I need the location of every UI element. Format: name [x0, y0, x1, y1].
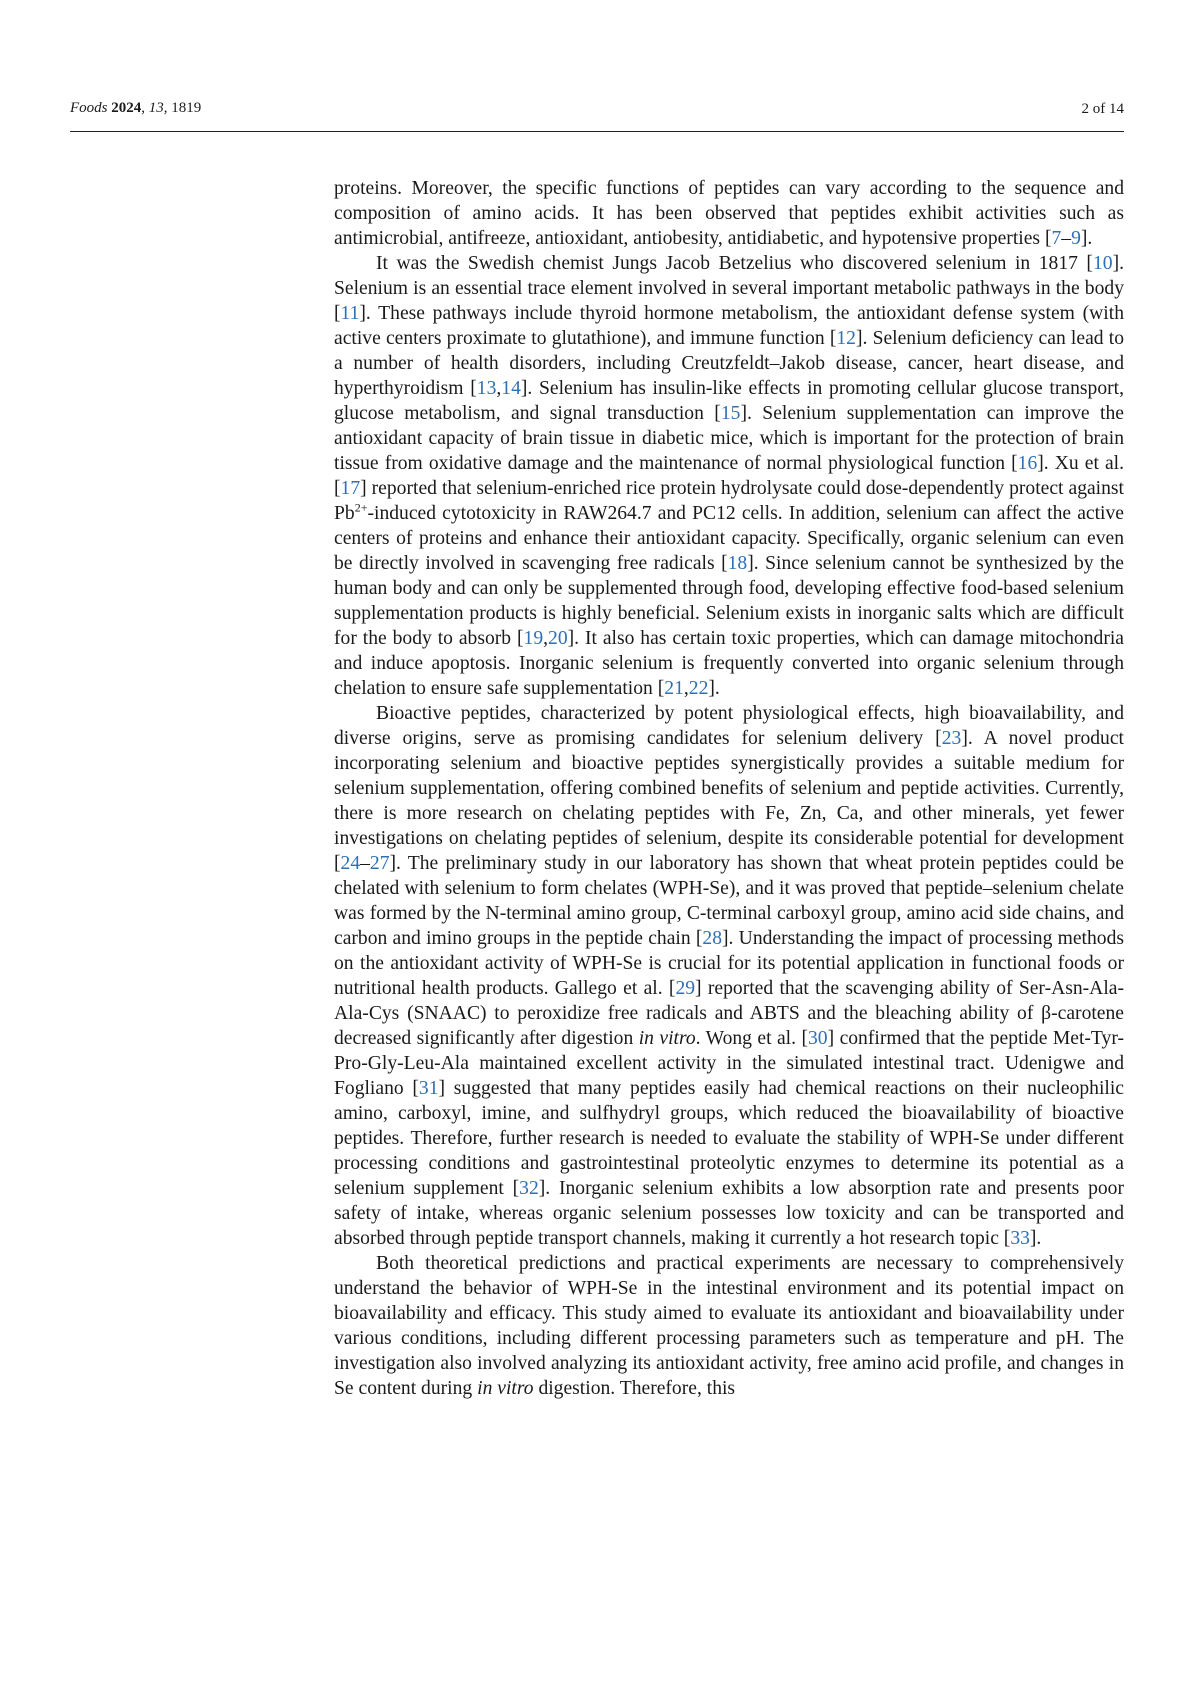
text-run: ]. Xu et al. [	[334, 453, 1124, 499]
paragraph	[334, 176, 1124, 251]
citation-link[interactable]: 28	[702, 928, 722, 949]
citation-link[interactable]: 19	[523, 628, 544, 649]
text-run: ] confirmed that the peptide Met-Tyr-Pro-Gly-Leu-Ala maintained excellent activity in the simulated intestinal tract. Udenigwe and Fogliano [	[334, 1028, 1124, 1099]
citation-link[interactable]: 23	[941, 728, 962, 749]
citation-link[interactable]: 12	[836, 328, 856, 349]
paragraph	[334, 1251, 1124, 1401]
paragraph	[334, 701, 1124, 1251]
text-run: ,	[496, 378, 502, 399]
journal-volume: 13	[148, 100, 164, 116]
citation-link[interactable]: 30	[808, 1028, 828, 1049]
text-run: –	[1061, 228, 1072, 249]
citation-link[interactable]: 15	[720, 403, 741, 424]
text-run: ,	[543, 628, 549, 649]
running-header	[70, 98, 1124, 122]
citation-link[interactable]: 31	[418, 1078, 439, 1099]
citation-link[interactable]: 24	[340, 853, 361, 874]
text-run: proteins. Moreover, the specific functions of peptides can vary according to the sequence and composition of amino acids. It has been observed that peptides exhibit activities such as antimicrobial, antifreeze, antioxidant, antiobesity, antidiabetic, and hypotensive properties [	[334, 178, 1124, 249]
page-number: 2 of 14	[1081, 101, 1124, 117]
citation-link[interactable]: 10	[1092, 253, 1113, 274]
text-run: ].	[708, 678, 720, 699]
text-run: ]. It also has certain toxic properties, which can damage mitochondria and induce apoptosis. Inorganic selenium is frequently converted into organic selenium through chelation to ensure safe supplementation [	[334, 628, 1124, 699]
citation-link[interactable]: 17	[340, 478, 361, 499]
citation-link[interactable]: 22	[688, 678, 709, 699]
citation-link[interactable]: 32	[519, 1178, 539, 1199]
text-run: ].	[1080, 228, 1093, 249]
article-number: 1819	[171, 100, 202, 116]
text-run: ]. Selenium supplementation can improve the antioxidant capacity of brain tissue in diabetic mice, which is important for the protection of brain tissue from oxidative damage and the maintenance of normal physiological function [	[334, 403, 1124, 474]
text-run: ]. A novel product incorporating selenium and bioactive peptides synergistically provides a suitable medium for selenium supplementation, offering combined benefits of selenium and peptide activities. Currently, there is more research on chelating peptides with Fe, Zn, Ca, and other minerals, yet fewer investigations on chelating peptides of selenium, despite its considerable potential for development [	[334, 728, 1124, 874]
citation-link[interactable]: 18	[727, 553, 748, 574]
citation-link[interactable]: 13	[476, 378, 497, 399]
text-run: –	[360, 853, 370, 874]
citation-link[interactable]: 21	[664, 678, 684, 699]
text-run: ].	[1029, 1228, 1042, 1249]
text-run: ]. Selenium has insulin-like effects in promoting cellular glucose transport, glucose metabolism, and signal transduction [	[334, 378, 1124, 424]
text-run: -induced cytotoxicity in RAW264.7 and PC12 cells. In addition, selenium can affect the active centers of proteins and enhance their antioxidant capacity. Specifically, organic selenium can even be directly involved in scavenging free radicals [	[334, 503, 1124, 574]
journal-citation: Foods 2024, 13, 1819	[70, 100, 202, 116]
text-run: digestion. Therefore, this	[533, 1378, 736, 1399]
paragraph	[334, 251, 1124, 701]
body-text	[334, 176, 1124, 1401]
citation-link[interactable]: 33	[1010, 1228, 1030, 1249]
text-run: ] reported that the scavenging ability of Ser-Asn-Ala-Ala-Cys (SNAAC) to peroxidize free radicals and ABTS and the bleaching ability of β-carotene decreased significantly after digestion	[334, 978, 1125, 1049]
text-run: ]. Selenium deficiency can lead to a number of health disorders, including Creutzfeldt–Jakob disease, cancer, heart disease, and hyperthyroidism [	[334, 328, 1124, 399]
citation-link[interactable]: 11	[340, 303, 360, 324]
text-run: ]. Inorganic selenium exhibits a low absorption rate and presents poor safety of intake, whereas organic selenium possesses low toxicity and can be transported and absorbed through peptide transport channels, making it currently a hot research topic [	[334, 1178, 1124, 1249]
text-run: ,	[683, 678, 689, 699]
italic-text: in vitro	[477, 1378, 534, 1399]
italic-text: in vitro	[638, 1028, 696, 1049]
text-run: Both theoretical predictions and practical experiments are necessary to comprehensively understand the behavior of WPH-Se in the intestinal environment and its potential impact on bioavailability and efficacy. This study aimed to evaluate its antioxidant and bioavailability under various conditions, including different processing parameters such as temperature and pH. The investigation also involved analyzing its antioxidant activity, free amino acid profile, and changes in Se content during	[334, 1253, 1124, 1399]
text-run: ] suggested that many peptides easily had chemical reactions on their nucleophilic amino, carboxyl, imine, and sulfhydryl groups, which reduced the bioavailability of bioactive peptides. Therefore, further research is needed to evaluate the stability of WPH-Se under different processing conditions and gastrointestinal proteolytic enzymes to determine its potential as a selenium supplement [	[334, 1078, 1125, 1199]
text-run: ] reported that selenium-enriched rice protein hydrolysate could dose-dependently protect against Pb	[334, 478, 1124, 524]
text-run: It was the Swedish chemist Jungs Jacob Betzelius who discovered selenium in 1817 [	[376, 253, 1093, 274]
text-run: ]. Selenium is an essential trace element involved in several important metabolic pathways in the body [	[334, 253, 1124, 324]
citation-link[interactable]: 27	[369, 853, 390, 874]
citation-link[interactable]: 9	[1071, 228, 1081, 249]
citation-link[interactable]: 16	[1017, 453, 1038, 474]
text-run: ]. Understanding the impact of processing methods on the antioxidant activity of WPH-Se is crucial for its potential application in functional foods or nutritional health products. Gallego et al. [	[334, 928, 1125, 999]
citation-link[interactable]: 14	[501, 378, 521, 399]
text-run: . Wong et al. [	[695, 1028, 808, 1049]
text-run: ]. Since selenium cannot be synthesized by the human body and can only be supplemented through food, developing effective food-based selenium supplementation products is highly beneficial. Selenium exists in inorganic salts which are difficult for the body to absorb [	[334, 553, 1124, 649]
citation-link[interactable]: 7	[1051, 228, 1062, 249]
journal-name: Foods	[70, 100, 108, 116]
header-rule	[70, 131, 1124, 132]
citation-link[interactable]: 20	[548, 628, 568, 649]
text-run: ]. The preliminary study in our laboratory has shown that wheat protein peptides could be chelated with selenium to form chelates (WPH-Se), and it was proved that peptide–selenium chelate was formed by the N-terminal amino group, C-terminal carboxyl group, amino acid side chains, and carbon and imino groups in the peptide chain [	[334, 853, 1124, 949]
text-run: ]. These pathways include thyroid hormone metabolism, the antioxidant defense system (with active centers proximate to glutathione), and immune function [	[334, 303, 1124, 349]
superscript: 2+	[354, 500, 368, 515]
citation-link[interactable]: 29	[675, 978, 696, 999]
journal-year: 2024	[111, 100, 142, 116]
text-run: Bioactive peptides, characterized by potent physiological effects, high bioavailability, and diverse origins, serve as promising candidates for selenium delivery [	[334, 703, 1124, 749]
